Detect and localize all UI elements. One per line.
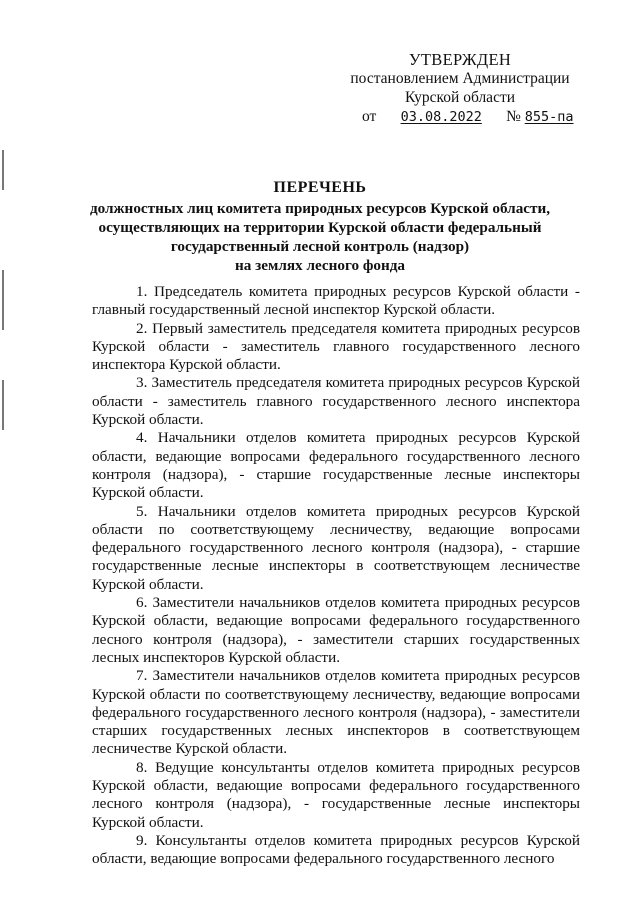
approval-line-1: постановлением Администрации [350,70,570,87]
approval-date-line [340,107,580,127]
heading-line-4: на землях лесного фонда [234,257,406,274]
scan-edge-marks [2,150,5,450]
list-body [92,283,580,869]
approval-title: УТВЕРЖДЕН [408,50,512,69]
list-item: 4. Начальники отделов комитета природных ресурсов Курской области, ведающие вопросами федерального государственного лесного контроля (надзора), - старшие государственные лесные инспекторы Курской области. [92,429,580,502]
list-item: 7. Заместители начальников отделов комитета природных ресурсов Курской области по соответствующему лесничеству, ведающие вопросами федерального государственного лесного контроля (надзора), - заместители старших государственных лесных инспекторов в соответствующем лесничестве Курской области. [92,667,580,758]
heading-line-3: государственный лесной контроль (надзор) [170,238,470,255]
approval-block [340,50,580,127]
list-item: 6. Заместители начальников отделов комитета природных ресурсов Курской области, ведающие вопросами федерального государственного лесного контроля (надзора), - заместители старших государственных лесных инспекторов Курской области. [92,594,580,666]
date-prefix: от [362,108,377,125]
number-prefix: № [506,108,521,125]
list-item: 2. Первый заместитель председателя комитета природных ресурсов Курской области - заместитель главного государственного лесного инспектора Курской области. [92,319,580,374]
list-item: 9. Консультанты отделов комитета природных ресурсов Курской области, ведающие вопросами федерального государственного лесного [92,831,580,868]
list-item: 8. Ведущие консультанты отделов комитета природных ресурсов Курской области, ведающие вопросами федерального государственного лесного контроля (надзора), - государственные лесные инспекторы Курской области. [92,758,580,831]
heading-line-2: осуществляющих на территории Курской области федеральный [98,219,542,236]
heading-title: ПЕРЕЧЕНЬ [273,179,367,196]
approval-line-2: Курской области [404,89,516,106]
list-item: 3. Заместитель председателя комитета природных ресурсов Курской области - заместитель главного государственного лесного инспектора Курской области. [92,374,580,429]
heading-line-1: должностных лиц комитета природных ресурсов Курской области, [89,200,551,217]
approval-number: 855-па [524,109,574,125]
list-item: 1. Председатель комитета природных ресурсов Курской области - главный государственный лесной инспектор Курской области. [92,283,580,319]
approval-date: 03.08.2022 [400,109,482,125]
document-heading [60,178,580,275]
list-item: 5. Начальники отделов комитета природных ресурсов Курской области по соответствующему лесничеству, ведающие вопросами федерального государственного лесного контроля (надзора), - старшие государственные лесные инспекторы в соответствующем лесничестве Курской области. [92,502,580,593]
